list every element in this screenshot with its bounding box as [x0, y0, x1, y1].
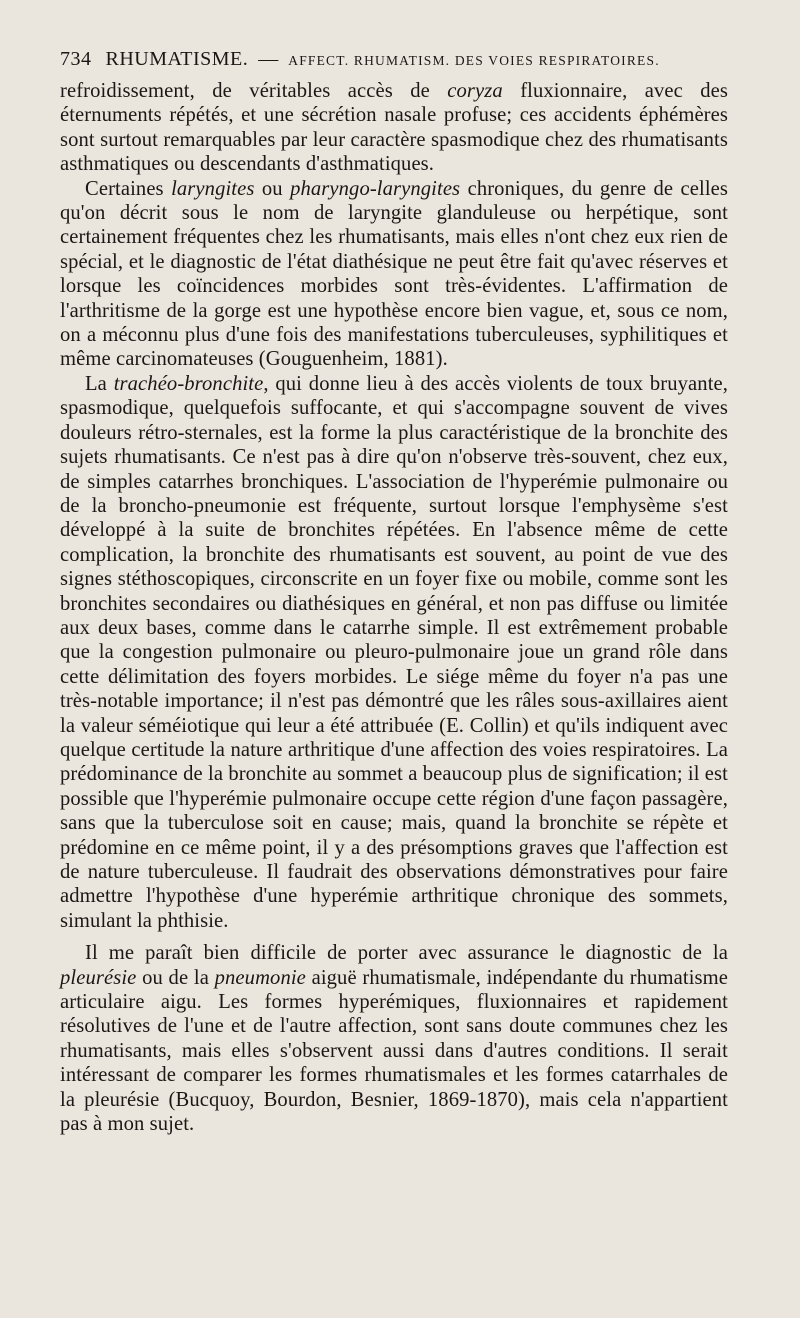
text-span: La	[85, 372, 114, 395]
text-span: Il me paraît bien difficile de porter avec assurance le diagnostic de la	[85, 942, 728, 965]
italic-term-pharyngo-laryngites: pharyngo-laryngites	[290, 177, 461, 200]
italic-term-tracheo-bronchite: trachéo-bronchite	[113, 372, 264, 395]
italic-term-laryngites: laryngites	[171, 177, 255, 200]
paragraph-4	[60, 941, 728, 1136]
italic-term-pneumonie: pneumonie	[214, 966, 306, 989]
header-dash: —	[258, 48, 279, 70]
running-header	[60, 46, 744, 74]
text-span: fluxionnaire, avec des éternuments répétés, et une sécrétion nasale profuse; ces accidents éphémères sont surtout remarquables par leur caractère spasmodique chez des rhumatisants asthmatiques ou descendants d'asthmatiques.	[60, 80, 728, 176]
text-span: , qui donne lieu à des accès violents de toux bruyante, spasmodique, quelquefois suffocante, et qui s'accompagne souvent de vives douleurs rétro-sternales, est la forme la plus caractéristique de la bronchite des sujets rhumatisants. Ce n'est pas à dire qu'on n'observe très-souvent, chez eux, de simples catarrhes bronchiques. L'association de l'hyperémie pulmonaire ou de la broncho-pneumonie est fréquente, surtout lorsque l'emphysème s'est développé à la suite de bronchites répétées. En l'absence même de cette complication, la bronchite des rhumatisants est souvent, au point de vue des signes stéthoscopiques, circonscrite en un foyer fixe ou mobile, comme sont les bronchites secondaires ou diathésiques en général, et non pas diffuse ou limitée aux deux bases, comme dans le catarrhe simple. Il est extrêmement probable que la congestion pulmonaire ou pleuro-pulmonaire joue un grand rôle dans cette délimitation des foyers morbides. Le siége même du foyer n'a pas une très-notable importance; il n'est pas démontré que les râles sous-axillaires aient la valeur séméiotique qui leur a été attribuée (E. Collin) et qu'ils indiquent avec quelque certitude la nature arthritique d'une affection des voies respiratoires. La prédominance de la bronchite au sommet a beaucoup plus de signification; il est possible que l'hyperémie pulmonaire occupe cette région d'une façon passagère, sans que la tuberculose soit en cause; mais, quand la bronchite se répète et prédomine en ce même point, il y a des présomptions graves que l'affection est de nature tuberculeuse. Il faudrait des observations démonstratives pour faire admettre l'hypothèse d'une hyperémie arthritique chronique des sommets, simulant la phthisie.	[60, 372, 729, 932]
italic-term-coryza: coryza	[447, 80, 503, 102]
text-span: aiguë rhumatismale, indépendante du rhumatisme articulaire aigu. Les formes hyperémiques, fluxionnaires et rapidement résolutives de l'une et de l'autre affection, sont sans doute communes chez les rhumatisants, mais elles s'observent aussi dans d'autres conditions. Il serait intéressant de comparer les formes rhumatismales et les formes catarrhales de la pleurésie (Bucquoy, Bourdon, Besnier, 1869-1870), mais cela n'appartient pas à mon sujet.	[60, 966, 728, 1136]
page-body	[60, 79, 728, 1136]
text-span: chroniques, du genre de celles qu'on décrit sous le nom de laryngite glanduleuse ou herpétique, sont certainement fréquentes chez les rhumatisants, mais elles n'ont chez eux rien de spécial, et le diagnostic de l'état diathésique ne peut être fait qu'avec réserves et lorsque les coïncidences morbides sont très-évidentes. L'affirmation de l'arthritisme de la gorge est une hypothèse encore bien vague, et, sous ce nom, on a méconnu plus d'une fois des manifestations tuberculeuses, syphilitiques et même carcinomateuses (Gouguenheim, 1881).	[60, 177, 729, 371]
header-subtitle: AFFECT. RHUMATISM. DES VOIES RESPIRATOIRES.	[288, 53, 660, 68]
text-span: Certaines	[85, 177, 172, 200]
text-span: refroidissement, de véritables accès de	[60, 80, 448, 102]
page-number: 734	[60, 48, 92, 70]
paragraph-2	[60, 177, 728, 372]
text-span: ou	[254, 177, 291, 200]
italic-term-pleuresie: pleurésie	[60, 966, 137, 989]
paragraph-3	[60, 372, 728, 933]
text-span: ou de la	[136, 966, 215, 989]
header-title: RHUMATISME.	[105, 48, 249, 70]
paragraph-1	[60, 79, 728, 177]
